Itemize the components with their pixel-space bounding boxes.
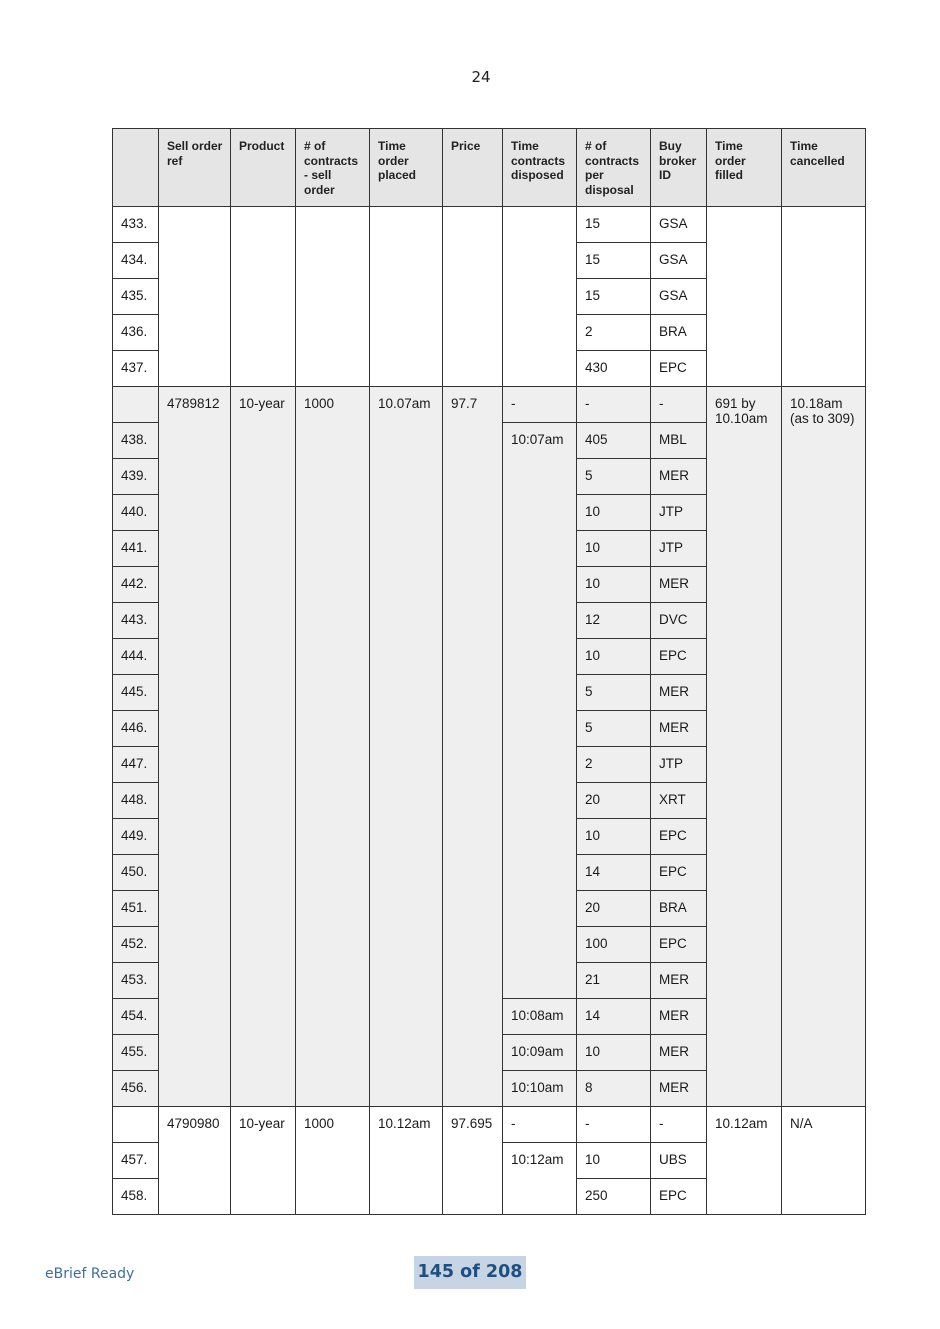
contracts-per-disposal-cell: 20	[577, 891, 651, 927]
row-number-cell	[113, 387, 159, 423]
row-number-cell: 456.	[113, 1071, 159, 1107]
trades-table	[112, 128, 866, 1215]
contracts-per-disposal-cell: 5	[577, 711, 651, 747]
time-contracts-disposed-cell: -	[503, 387, 577, 423]
row-number-cell: 453.	[113, 963, 159, 999]
buy-broker-id-cell: GSA	[651, 279, 707, 315]
row-number-cell: 440.	[113, 495, 159, 531]
contracts-per-disposal-cell: -	[577, 387, 651, 423]
row-number-cell: 454.	[113, 999, 159, 1035]
time-order-filled-cell	[707, 207, 782, 387]
row-number-cell: 447.	[113, 747, 159, 783]
contracts-per-disposal-cell: 14	[577, 855, 651, 891]
contracts-per-disposal-cell: 250	[577, 1179, 651, 1215]
row-number-cell: 437.	[113, 351, 159, 387]
header-product: Product	[231, 129, 296, 207]
header-rownum	[113, 129, 159, 207]
buy-broker-id-cell: GSA	[651, 207, 707, 243]
buy-broker-id-cell: EPC	[651, 819, 707, 855]
time-cancelled-cell	[782, 207, 866, 387]
price-cell: 97.695	[443, 1107, 503, 1215]
time-cancelled-cell: N/A	[782, 1107, 866, 1215]
buy-broker-id-cell: JTP	[651, 747, 707, 783]
time-contracts-disposed-cell: 10:08am	[503, 999, 577, 1035]
buy-broker-id-cell: MER	[651, 963, 707, 999]
product-cell: 10-year	[231, 1107, 296, 1215]
buy-broker-id-cell: -	[651, 1107, 707, 1143]
header-buy-broker-id: Buy broker ID	[651, 129, 707, 207]
row-number-cell: 450.	[113, 855, 159, 891]
buy-broker-id-cell: EPC	[651, 351, 707, 387]
buy-broker-id-cell: EPC	[651, 855, 707, 891]
header-time-order-filled: Time order filled	[707, 129, 782, 207]
buy-broker-id-cell: XRT	[651, 783, 707, 819]
time-order-placed-cell	[370, 207, 443, 387]
buy-broker-id-cell: MER	[651, 567, 707, 603]
price-cell: 97.7	[443, 387, 503, 1107]
row-number-cell: 457.	[113, 1143, 159, 1179]
contracts-per-disposal-cell: 10	[577, 1035, 651, 1071]
time-cancelled-cell: 10.18am (as to 309)	[782, 387, 866, 1107]
buy-broker-id-cell: BRA	[651, 315, 707, 351]
contracts-per-disposal-cell: 15	[577, 279, 651, 315]
row-number-cell: 449.	[113, 819, 159, 855]
product-cell	[231, 207, 296, 387]
row-number-cell: 458.	[113, 1179, 159, 1215]
buy-broker-id-cell: MER	[651, 999, 707, 1035]
table-row	[113, 387, 866, 423]
row-number-cell: 442.	[113, 567, 159, 603]
buy-broker-id-cell: MER	[651, 675, 707, 711]
row-number-cell: 448.	[113, 783, 159, 819]
time-order-filled-cell: 10.12am	[707, 1107, 782, 1215]
header-sell-order-ref: Sell order ref	[159, 129, 231, 207]
contracts-sell-order-cell: 1000	[296, 387, 370, 1107]
header-time-cancelled: Time cancelled	[782, 129, 866, 207]
contracts-per-disposal-cell: 10	[577, 495, 651, 531]
contracts-per-disposal-cell: 2	[577, 315, 651, 351]
buy-broker-id-cell: MER	[651, 1071, 707, 1107]
row-number-cell: 439.	[113, 459, 159, 495]
buy-broker-id-cell: JTP	[651, 531, 707, 567]
footer-brand: eBrief Ready	[45, 1266, 135, 1282]
row-number-cell: 455.	[113, 1035, 159, 1071]
page-counter: 145 of 208	[414, 1256, 526, 1289]
row-number-cell: 441.	[113, 531, 159, 567]
row-number-cell: 435.	[113, 279, 159, 315]
row-number-cell: 436.	[113, 315, 159, 351]
buy-broker-id-cell: GSA	[651, 243, 707, 279]
contracts-sell-order-cell: 1000	[296, 1107, 370, 1215]
time-contracts-disposed-cell: 10:10am	[503, 1071, 577, 1107]
contracts-sell-order-cell	[296, 207, 370, 387]
buy-broker-id-cell: MER	[651, 1035, 707, 1071]
table-row	[113, 1107, 866, 1143]
time-order-filled-cell: 691 by 10.10am	[707, 387, 782, 1107]
row-number-cell: 452.	[113, 927, 159, 963]
contracts-per-disposal-cell: 15	[577, 243, 651, 279]
contracts-per-disposal-cell: 2	[577, 747, 651, 783]
contracts-per-disposal-cell: 100	[577, 927, 651, 963]
row-number-cell: 433.	[113, 207, 159, 243]
sell-order-ref-cell: 4790980	[159, 1107, 231, 1215]
buy-broker-id-cell: JTP	[651, 495, 707, 531]
row-number-cell: 443.	[113, 603, 159, 639]
contracts-per-disposal-cell: 10	[577, 819, 651, 855]
header-contracts-sell-order: # of contracts - sell order	[296, 129, 370, 207]
time-contracts-disposed-cell	[503, 207, 577, 387]
time-contracts-disposed-cell: 10:12am	[503, 1143, 577, 1215]
time-contracts-disposed-cell: 10:09am	[503, 1035, 577, 1071]
contracts-per-disposal-cell: -	[577, 1107, 651, 1143]
table-row	[113, 207, 866, 243]
buy-broker-id-cell: UBS	[651, 1143, 707, 1179]
page-number: 24	[471, 68, 491, 86]
row-number-cell: 446.	[113, 711, 159, 747]
buy-broker-id-cell: MER	[651, 711, 707, 747]
row-number-cell: 444.	[113, 639, 159, 675]
product-cell: 10-year	[231, 387, 296, 1107]
sell-order-ref-cell	[159, 207, 231, 387]
contracts-per-disposal-cell: 405	[577, 423, 651, 459]
row-number-cell	[113, 1107, 159, 1143]
header-time-contracts-disposed: Time contracts disposed	[503, 129, 577, 207]
buy-broker-id-cell: EPC	[651, 927, 707, 963]
contracts-per-disposal-cell: 10	[577, 567, 651, 603]
price-cell	[443, 207, 503, 387]
header-time-order-placed: Time order placed	[370, 129, 443, 207]
header-contracts-per-disposal: # of contracts per disposal	[577, 129, 651, 207]
contracts-per-disposal-cell: 8	[577, 1071, 651, 1107]
buy-broker-id-cell: DVC	[651, 603, 707, 639]
buy-broker-id-cell: BRA	[651, 891, 707, 927]
buy-broker-id-cell: EPC	[651, 639, 707, 675]
row-number-cell: 445.	[113, 675, 159, 711]
time-contracts-disposed-cell: 10:07am	[503, 423, 577, 999]
contracts-per-disposal-cell: 12	[577, 603, 651, 639]
contracts-per-disposal-cell: 430	[577, 351, 651, 387]
buy-broker-id-cell: MBL	[651, 423, 707, 459]
buy-broker-id-cell: MER	[651, 459, 707, 495]
contracts-per-disposal-cell: 5	[577, 675, 651, 711]
contracts-per-disposal-cell: 20	[577, 783, 651, 819]
contracts-per-disposal-cell: 10	[577, 531, 651, 567]
contracts-per-disposal-cell: 14	[577, 999, 651, 1035]
buy-broker-id-cell: EPC	[651, 1179, 707, 1215]
buy-broker-id-cell: -	[651, 387, 707, 423]
time-contracts-disposed-cell: -	[503, 1107, 577, 1143]
header-price: Price	[443, 129, 503, 207]
time-order-placed-cell: 10.12am	[370, 1107, 443, 1215]
contracts-per-disposal-cell: 15	[577, 207, 651, 243]
time-order-placed-cell: 10.07am	[370, 387, 443, 1107]
sell-order-ref-cell: 4789812	[159, 387, 231, 1107]
row-number-cell: 438.	[113, 423, 159, 459]
contracts-per-disposal-cell: 10	[577, 639, 651, 675]
row-number-cell: 434.	[113, 243, 159, 279]
table-body	[113, 207, 866, 1215]
contracts-per-disposal-cell: 21	[577, 963, 651, 999]
row-number-cell: 451.	[113, 891, 159, 927]
contracts-per-disposal-cell: 10	[577, 1143, 651, 1179]
contracts-per-disposal-cell: 5	[577, 459, 651, 495]
table-header-row	[113, 129, 866, 207]
